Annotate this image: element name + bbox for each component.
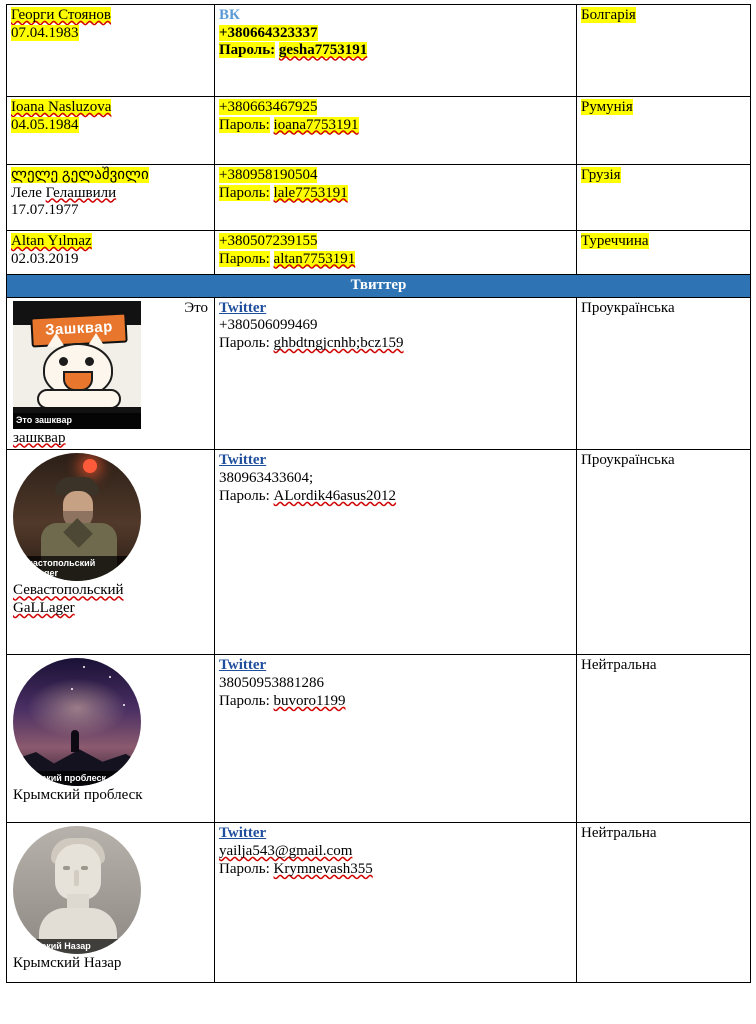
country-cell: [577, 655, 751, 823]
table-row: [7, 97, 751, 165]
profile-name: Крымский Назар: [13, 955, 122, 972]
country-cell: [577, 97, 751, 165]
side-note: Это: [184, 299, 208, 316]
password-label: Пароль:: [219, 487, 270, 504]
person-birthdate: 02.03.2019: [11, 250, 79, 267]
profile-name: [11, 581, 210, 617]
password-value: buvoro1199: [273, 692, 346, 709]
person-name: Altan Yılmaz: [11, 233, 92, 249]
country-cell: [577, 450, 751, 655]
profile-cell: [7, 823, 215, 983]
person-birthdate: 07.04.1983: [11, 24, 79, 41]
avatar: [13, 826, 141, 954]
country-label: Румунія: [581, 99, 633, 115]
credentials-cell: [215, 231, 577, 275]
country-label: Туреччина: [581, 233, 649, 249]
avatar: [13, 453, 141, 581]
country-label: Нейтральна: [581, 657, 657, 674]
profile-name-line1: Севастопольский: [13, 582, 124, 599]
credentials-cell: [215, 823, 577, 983]
password-value: lale7753191: [273, 184, 348, 201]
profile-name-line2: GaLLager: [13, 600, 75, 617]
country-label: Проукраїнська: [581, 452, 675, 469]
profile-cell: [7, 297, 215, 450]
password-label: Пароль:: [219, 184, 270, 201]
table-row: [7, 297, 751, 450]
password-label: Пароль:: [219, 42, 276, 59]
password-label: Пароль:: [219, 860, 270, 877]
table-row: [7, 5, 751, 97]
phone-number: 38050953881286: [219, 675, 324, 692]
password-value: Krymnevash355: [273, 860, 373, 877]
country-cell: [577, 231, 751, 275]
phone-number: +380506099469: [219, 317, 318, 334]
table-row: [7, 450, 751, 655]
country-label: Нейтральна: [581, 825, 657, 842]
person-cell: [7, 5, 215, 97]
country-cell: [577, 5, 751, 97]
credentials-cell: [215, 5, 577, 97]
password-value: gesha7753191: [278, 42, 368, 59]
person-cell: [7, 165, 215, 231]
phone-number: +380507239155: [219, 233, 318, 249]
person-name: Георги Стоянов: [11, 7, 112, 23]
table-row: [7, 165, 751, 231]
password-label: Пароль:: [219, 335, 270, 352]
password-value: ioana7753191: [273, 116, 359, 133]
person-name: Ioana Nasluzova: [11, 99, 112, 115]
person-birthdate: 17.07.1977: [11, 202, 79, 219]
email-address: yailja543@gmail.com: [219, 843, 353, 860]
password-label: Пароль:: [219, 250, 270, 267]
country-cell: [577, 823, 751, 983]
service-label-twitter[interactable]: Twitter: [219, 657, 267, 674]
credentials-cell: [215, 655, 577, 823]
country-label: Грузія: [581, 167, 621, 183]
avatar-caption: Это зашквар: [13, 413, 141, 428]
password-value: ALordik46asus2012: [273, 487, 397, 504]
accounts-table: [6, 4, 751, 983]
table-row: [7, 823, 751, 983]
credentials-cell: [215, 450, 577, 655]
phone-number: +380664323337: [219, 24, 318, 41]
service-label-twitter[interactable]: Twitter: [219, 825, 267, 842]
password-label: Пароль:: [219, 692, 270, 709]
person-cell: [7, 231, 215, 275]
phone-number: 380963433604;: [219, 470, 314, 487]
service-label-twitter[interactable]: Twitter: [219, 452, 267, 469]
profile-name: зашквар: [13, 429, 66, 446]
avatar: [13, 301, 141, 429]
credentials-cell: [215, 297, 577, 450]
section-header-row: [7, 275, 751, 298]
person-cell: [7, 97, 215, 165]
phone-number: +380958190504: [219, 167, 318, 183]
country-label: Болгарія: [581, 7, 636, 23]
credentials-cell: [215, 165, 577, 231]
country-cell: [577, 297, 751, 450]
table-row: [7, 231, 751, 275]
profile-name: Крымский проблеск: [13, 787, 143, 804]
password-value: ghbdtngjcnhb;bcz159: [273, 335, 404, 352]
table-row: [7, 655, 751, 823]
avatar: [13, 658, 141, 786]
service-label-vk[interactable]: ВК: [219, 7, 240, 23]
krymskiy-problesk-image: [13, 658, 141, 786]
credentials-cell: [215, 97, 577, 165]
avatar-caption: Севастопольский GaLLager: [13, 556, 141, 582]
person-name: Леле Гелашвили: [11, 184, 117, 201]
service-label-twitter[interactable]: Twitter: [219, 299, 267, 316]
password-value: altan7753191: [273, 250, 356, 267]
person-name-georgian: ლელე გელაშვილი: [11, 167, 149, 183]
country-label: Проукраїнська: [581, 299, 675, 316]
krymskiy-nazar-image: [13, 826, 141, 954]
phone-number: +380663467925: [219, 99, 318, 115]
password-label: Пароль:: [219, 116, 270, 133]
country-cell: [577, 165, 751, 231]
profile-cell: [7, 655, 215, 823]
zashkvar-cat-image: Зашквар: [13, 301, 141, 429]
person-birthdate: 04.05.1984: [11, 116, 79, 133]
section-header-twitter: Твиттер: [7, 275, 751, 298]
profile-cell: [7, 450, 215, 655]
avatar-caption: Крымский проблеск: [13, 771, 141, 786]
avatar-caption: Крымский Назар: [13, 939, 141, 954]
